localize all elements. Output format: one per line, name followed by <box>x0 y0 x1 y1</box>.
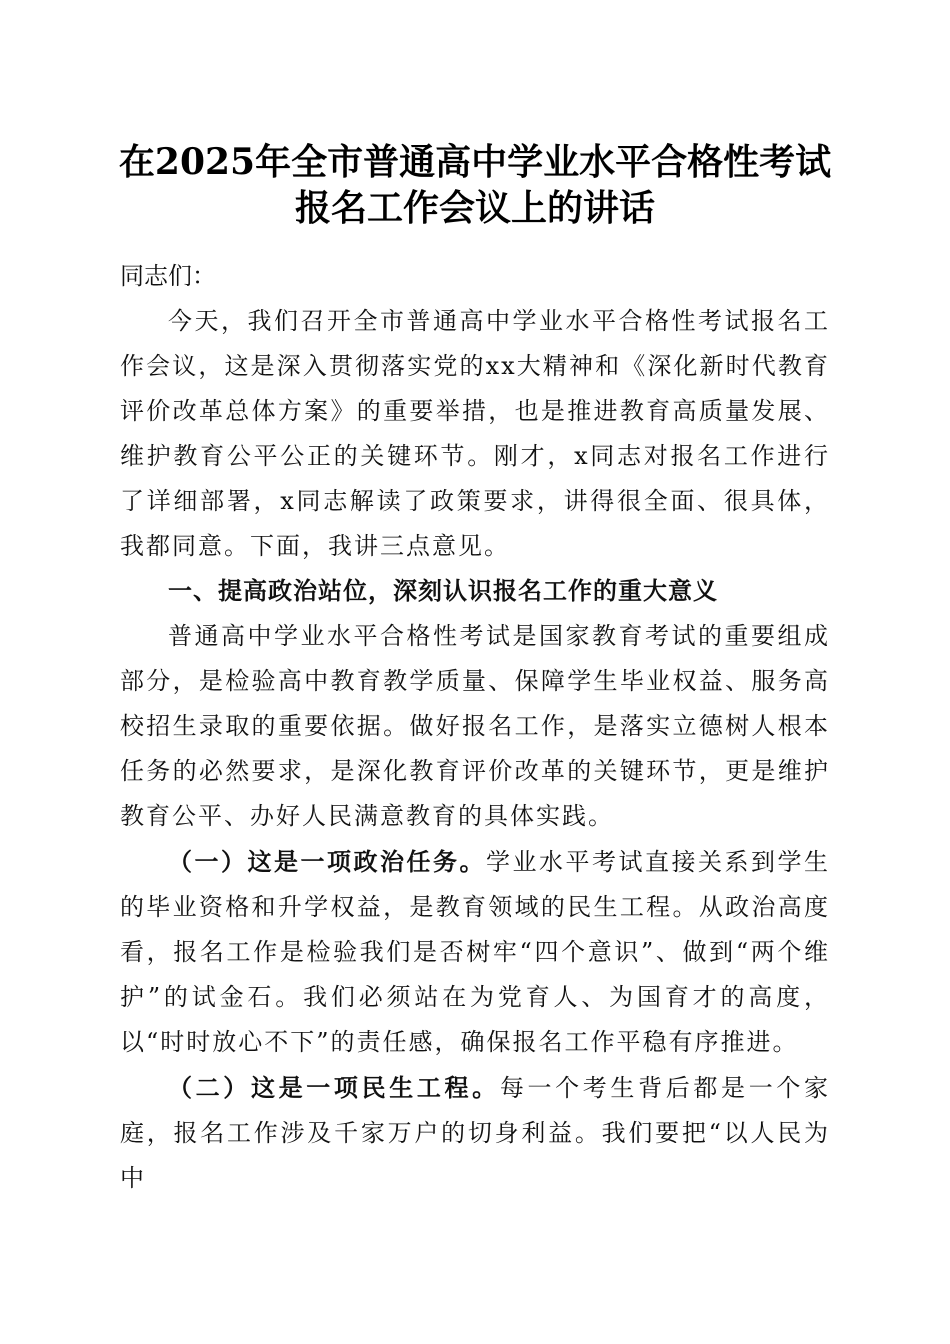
point-2-label: （二）这是一项民生工程。 <box>168 1073 500 1102</box>
salutation: 同志们： <box>120 262 216 290</box>
point-1-body: 学业水平考试直接关系到学生的毕业资格和升学权益，是教育领域的民生工程。从政治高度看，报名工作是检验我们是否树牢“四个意识”、做到“两个维护”的试金石。我们必须站在为党育人、为国育才的高度，以“时时放心不下”的责任感，确保报名工作平稳有序推进。 <box>120 848 830 1056</box>
document-title-line-1: 在2025年全市普通高中学业水平合格性考试 <box>118 141 832 183</box>
section-1-paragraph: 普通高中学业水平合格性考试是国家教育考试的重要组成部分，是检验高中教育教学质量、保障学生毕业权益、服务高校招生录取的重要依据。做好报名工作，是落实立德树人根本任务的必然要求，是深化教育评价改革的关键环节，更是维护教育公平、办好人民满意教育的具体实践。 <box>120 622 830 830</box>
document-body <box>120 299 830 1201</box>
point-1-label: （一）这是一项政治任务。 <box>168 847 486 876</box>
intro-paragraph: 今天，我们召开全市普通高中学业水平合格性考试报名工作会议，这是深入贯彻落实党的xx大精神和《深化新时代教育评价改革总体方案》的重要举措，也是推进教育高质量发展、维护教育公平公正的关键环节。刚才，x同志对报名工作进行了详细部署，x同志解读了政策要求，讲得很全面、很具体，我都同意。下面，我讲三点意见。 <box>120 307 830 560</box>
document-title-line-2: 报名工作会议上的讲话 <box>294 187 655 229</box>
point-2-paragraph <box>120 1065 830 1201</box>
point-1-paragraph <box>120 839 830 1065</box>
point-2-body: 每一个考生背后都是一个家庭，报名工作涉及千家万户的切身利益。我们要把“以人民为中 <box>120 1074 831 1192</box>
section-1-heading: 一、提高政治站位，深刻认识报名工作的重大意义 <box>168 577 718 605</box>
